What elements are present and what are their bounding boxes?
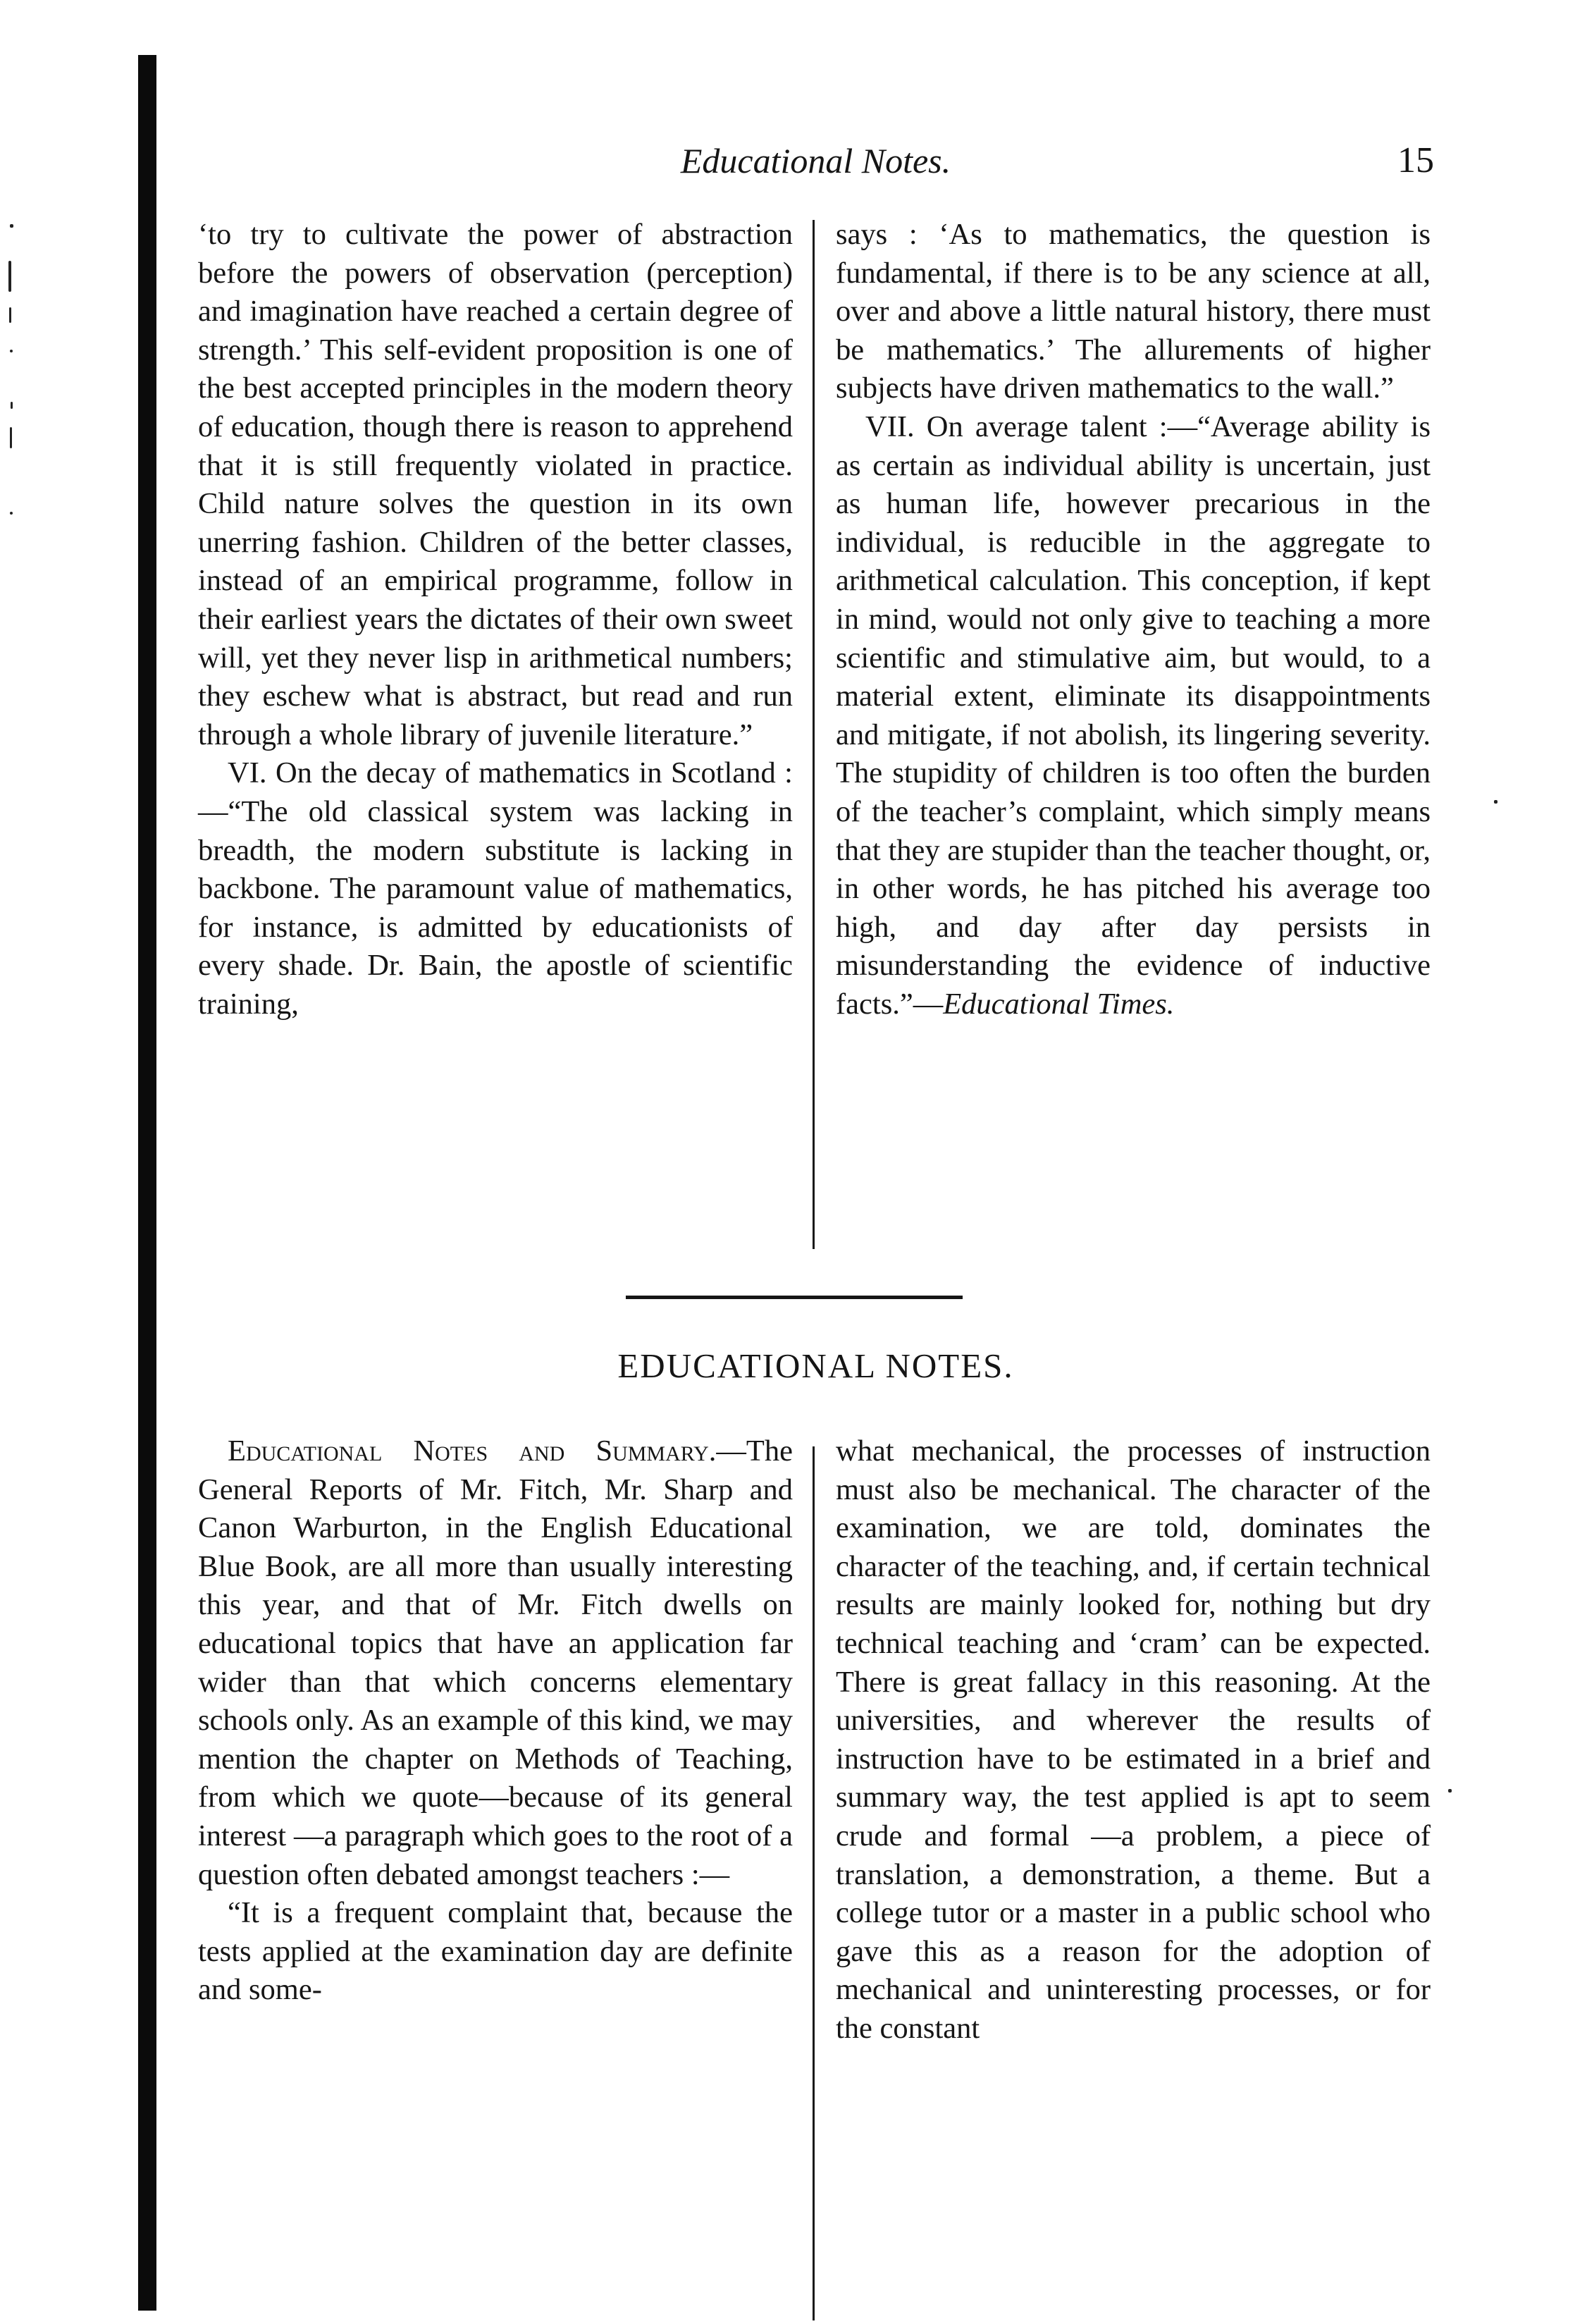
scan-speck (10, 224, 13, 228)
article-paragraph: VI. On the decay of mathematics in Scotland :—“The old classical system was lacking in breadth, the modern substitute is lacking in backbone. The paramount value of mathematics, for instance, is admitted by educationists of every shade. Dr. Bain, the apostle of scientific training, (198, 756, 793, 1021)
scan-speck (10, 512, 13, 515)
article-paragraph: ‘to try to cultivate the power of abstraction before the powers of observation (perception) and imagination have reached a certain degree of strength.’ This self-evident proposition is one of the best accepted principles in the modern theory of education, though there is reason to apprehend that it is still frequently violated in practice. Child nature solves the question in its own unerring fashion. Children of the better classes, instead of an empirical programme, follow in their earliest years the dictates of their own sweet will, yet they never lisp in arithmetical numbers; they eschew what is abstract, but read and run through a whole library of juvenile literature.” (198, 218, 793, 751)
article-paragraph: says : ‘As to mathematics, the question is fundamental, if there is to be any science at all, over and above a little natural history, there must be mathematics.’ The allurements of higher subjects have driven mathematics to the wall.” (836, 218, 1431, 405)
article-paragraph-text: VII. On average talent :—“Average ability is as certain as individual ability is uncertain, just as human life, however precarious in the individual, is reducible in the aggregate to arithmetical calculation. This conception, if kept in mind, would not only give to teaching a more scientific and stimulative aim, but would, to a material extent, eliminate its disappointments and mitigate, if not abolish, its lingering severity. The stupidity of children is too often the burden of the teacher’s complaint, which simply means that they are stupider than the teacher thought, or, in other words, he has pitched his average too high, and day after day persists in misunderstanding the evidence of inductive facts.”— (836, 410, 1431, 1021)
notes-lead-in: Educational Notes and Summary. (228, 1434, 717, 1468)
notes-paragraph: “It is a frequent complaint that, because the tests applied at the examination day are definite and some- (198, 1896, 793, 2007)
notes-paragraph (198, 1432, 793, 1894)
scan-speck (1494, 800, 1498, 804)
article-left-column (198, 216, 793, 1023)
section-heading: EDUCATIONAL NOTES. (617, 1346, 1014, 1385)
scan-speck (10, 427, 12, 448)
notes-paragraph: what mechanical, the processes of instruction must also be mechanical. The character of the examination, we are told, dominates the character of the teaching, and, if certain technical results are mainly looked for, nothing but dry technical teaching and ‘cram’ can be expected. There is great fallacy in this reasoning. At the universities, and wherever the results of instruction have to be estimated in a brief and summary way, the test applied is apt to seem crude and formal —a problem, a piece of translation, a demonstration, a theme. But a college tutor or a master in a public school who gave this as a reason for the adoption of mechanical and uninteresting processes, or for the constant (836, 1434, 1431, 2045)
scan-speck (9, 307, 11, 323)
notes-left-column (198, 1432, 793, 2010)
article-paragraph (836, 408, 1431, 1024)
source-citation: Educational Times. (943, 987, 1175, 1021)
scan-speck (11, 402, 13, 409)
column-divider (813, 220, 815, 1249)
running-title: Educational Notes. (680, 141, 951, 180)
article-right-column (836, 216, 1431, 1023)
column-divider (813, 1446, 815, 2320)
scan-speck (8, 261, 11, 292)
notes-paragraph-text: —The General Reports of Mr. Fitch, Mr. Sharp and Canon Warburton, in the English Educational Blue Book, are all more than usually interesting this year, and that of Mr. Fitch dwells on educational topics that have an application far wider than that which concerns elementary schools only. As an example of this kind, we may mention the chapter on Methods of Teaching, from which we quote—because of its general interest —a paragraph which goes to the root of a question often debated amongst teachers :— (198, 1434, 793, 1891)
notes-right-column (836, 1432, 1431, 2048)
scan-speck (1448, 1789, 1452, 1793)
section-divider (626, 1296, 963, 1299)
running-header (197, 140, 1434, 196)
page-number: 15 (1397, 140, 1434, 180)
binding-shadow (138, 55, 156, 2311)
scan-speck (10, 350, 13, 352)
